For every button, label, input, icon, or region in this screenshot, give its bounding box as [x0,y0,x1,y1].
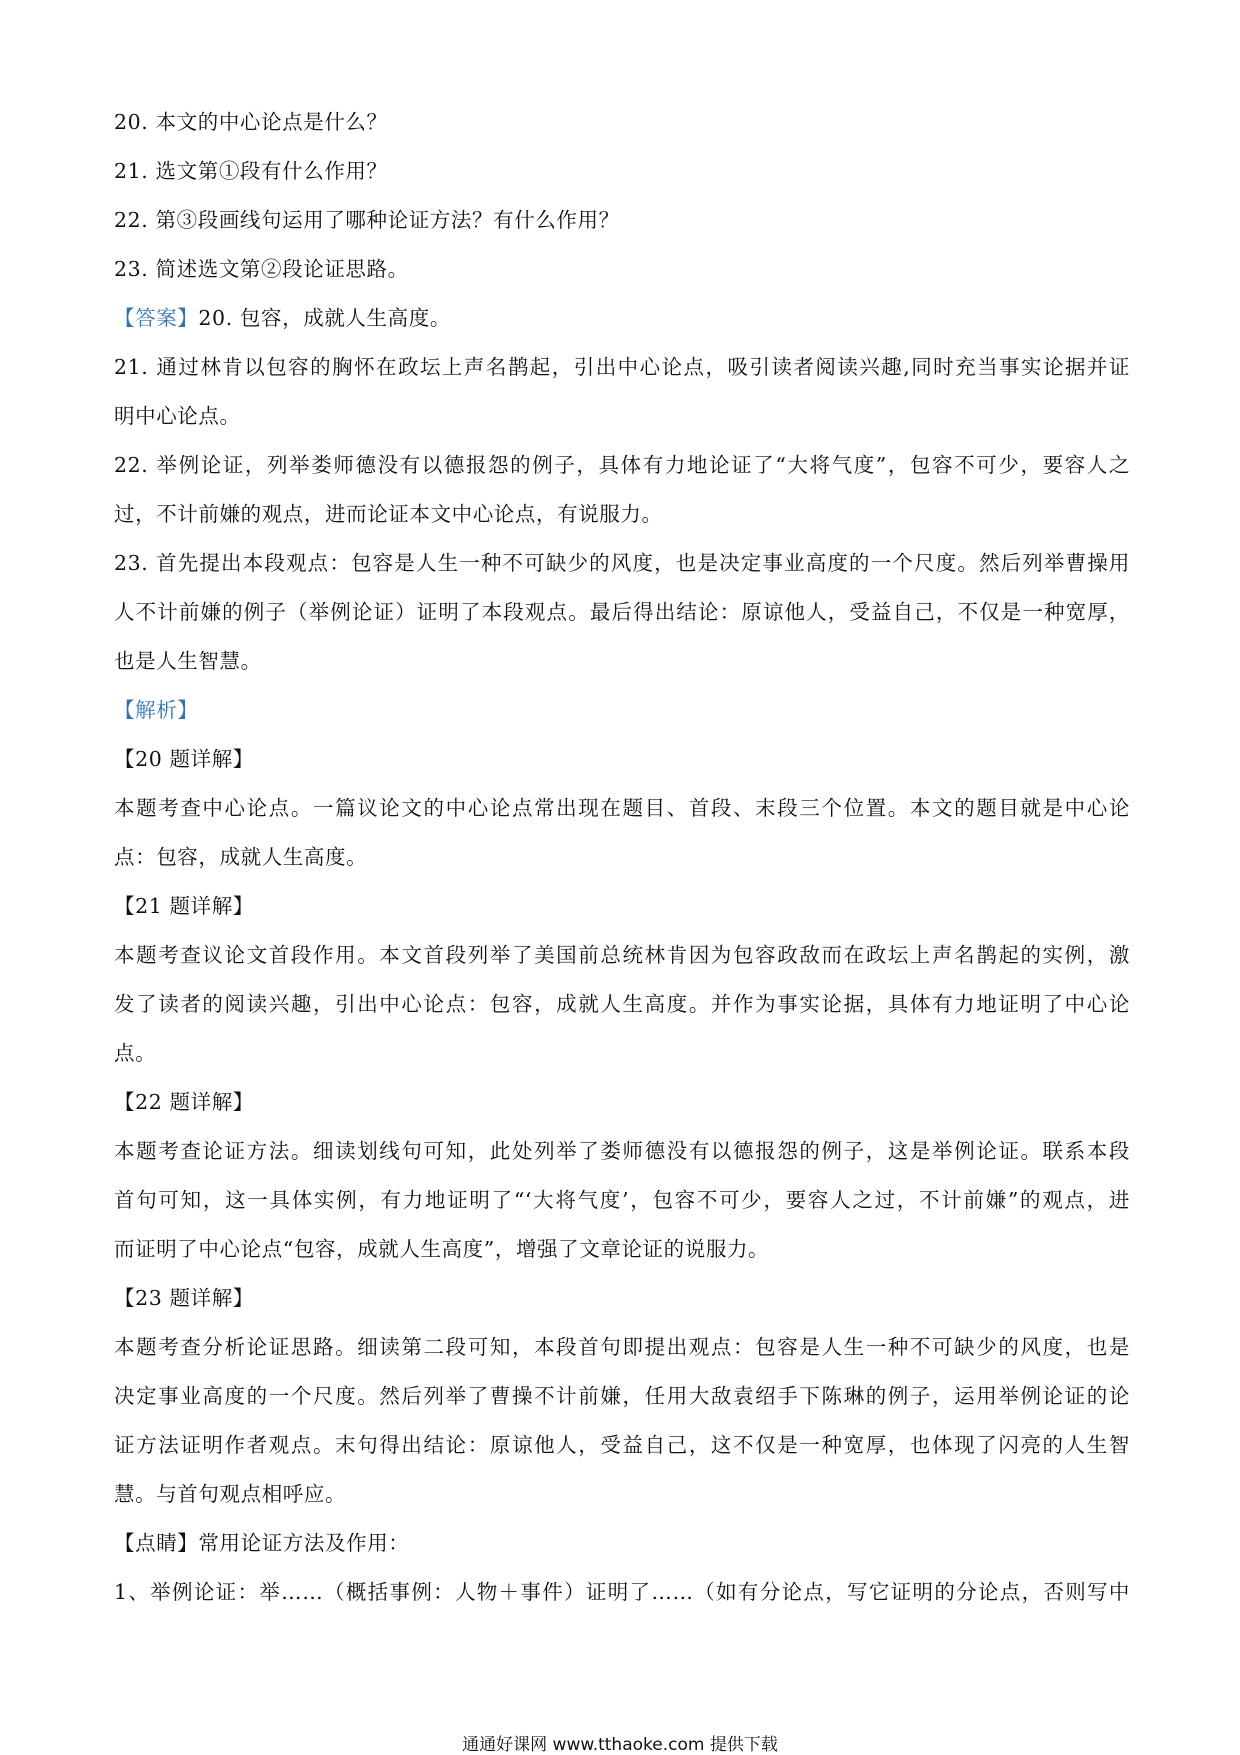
answer-tag: 【答案】 [114,306,199,330]
q23-heading: 【23 题详解】 [114,1286,254,1310]
question-21: 21. 选文第①段有什么作用？ [114,159,388,183]
q20-heading: 【20 题详解】 [114,747,254,771]
question-23: 23. 简述选文第②段论证思路。 [114,257,409,281]
page-footer: 通通好课网 www.tthaoke.com 提供下载 [462,1735,778,1755]
answer-line: 22. 举例论证，列举娄师德没有以德报怨的例子，具体有力地论证了“大将气度”，包容不可少，要容人之 [114,453,1130,477]
q23-line: 慧。与首句观点相呼应。 [114,1482,347,1506]
answer-line: 21. 通过林肯以包容的胸怀在政坛上声名鹊起，引出中心论点，吸引读者阅读兴趣,同时充当事实论据并证 [114,355,1130,379]
q20-line: 本题考查中心论点。一篇议论文的中心论点常出现在题目、首段、末段三个位置。本文的题目就是中心论 [114,796,1130,820]
q22-line: 首句可知，这一具体实例，有力地证明了“‘大将气度’，包容不可少，要容人之过，不计前嫌”的观点，进 [114,1188,1130,1212]
q23-line: 证方法证明作者观点。末句得出结论：原谅他人，受益自己，这不仅是一种宽厚，也体现了闪亮的人生智 [114,1433,1130,1457]
q21-line: 点。 [114,1041,157,1065]
q22-heading: 【22 题详解】 [114,1090,254,1114]
q23-line: 本题考查分析论证思路。细读第二段可知，本段首句即提出观点：包容是人生一种不可缺少的风度，也是 [114,1335,1130,1359]
answer-line: 也是人生智慧。 [114,649,262,673]
q23-line: 决定事业高度的一个尺度。然后列举了曹操不计前嫌，任用大敌袁绍手下陈琳的例子，运用举例论证的论 [114,1384,1130,1408]
q21-heading: 【21 题详解】 [114,894,254,918]
q22-line: 本题考查论证方法。细读划线句可知，此处列举了娄师德没有以德报怨的例子，这是举例论证。联系本段 [114,1139,1130,1163]
analysis-tag: 【解析】 [114,698,199,722]
q21-line: 本题考查议论文首段作用。本文首段列举了美国前总统林肯因为包容政敌而在政坛上声名鹊起的实例，激 [114,943,1130,967]
answer-first-line [114,294,1130,343]
question-20: 20. 本文的中心论点是什么？ [114,110,388,134]
q20-line: 点：包容，成就人生高度。 [114,845,368,869]
answer-line: 过，不计前嫌的观点，进而论证本文中心论点，有说服力。 [114,502,663,526]
tip-heading: 【点睛】常用论证方法及作用： [114,1531,410,1555]
answer-line: 人不计前嫌的例子（举例论证）证明了本段观点。最后得出结论：原谅他人，受益自己，不仅是一种宽厚， [114,600,1130,624]
document-page [114,98,1130,1617]
question-22: 22. 第③段画线句运用了哪种论证方法？有什么作用？ [114,208,620,232]
answer-line: 明中心论点。 [114,404,241,428]
answer-line: 23. 首先提出本段观点：包容是人生一种不可缺少的风度，也是决定事业高度的一个尺度。然后列举曹操用 [114,551,1130,575]
q22-line: 而证明了中心论点“包容，成就人生高度”，增强了文章论证的说服力。 [114,1237,770,1261]
answer-20: 20. 包容，成就人生高度。 [198,306,451,330]
tip-line: 1、举例论证：举……（概括事例：人物＋事件）证明了……（如有分论点，写它证明的分论点，否则写中 [114,1580,1130,1604]
q21-line: 发了读者的阅读兴趣，引出中心论点：包容，成就人生高度。并作为事实论据，具体有力地证明了中心论 [114,992,1130,1016]
